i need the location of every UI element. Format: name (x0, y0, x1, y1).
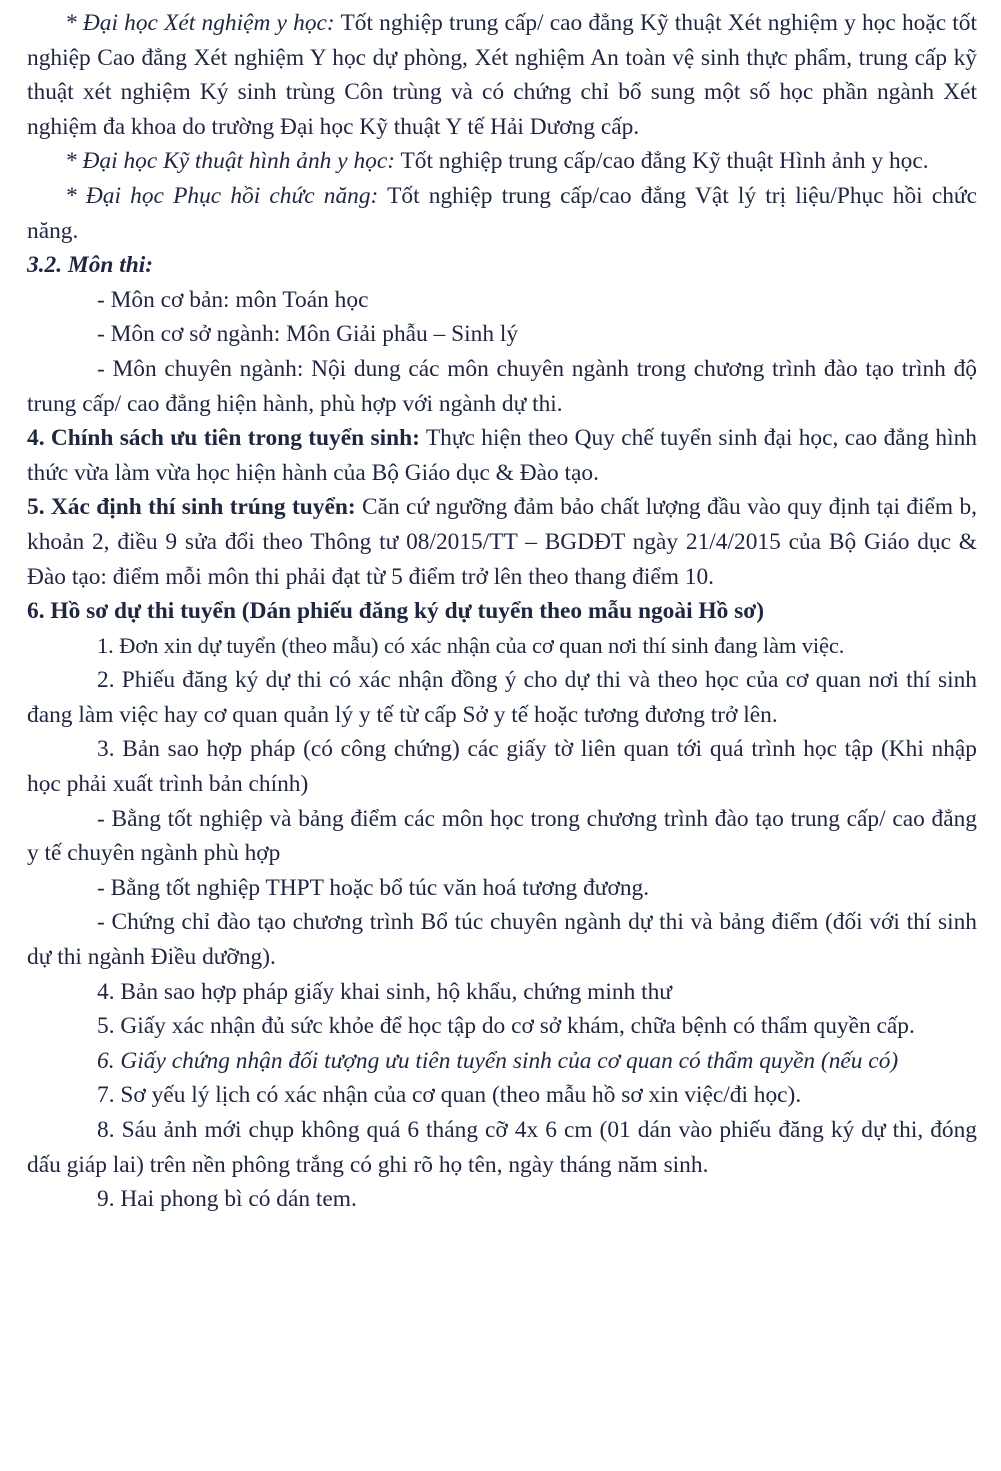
paragraph-hinh-anh (27, 144, 977, 179)
ho-so-item-3c: - Chứng chỉ đào tạo chương trình Bổ túc chuyên ngành dự thi và bảng điểm (đối với thí sinh dự thi ngành Điều dưỡng). (27, 909, 977, 971)
ho-so-item-5: 5. Giấy xác nhận đủ sức khỏe để học tập do cơ sở khám, chữa bệnh có thẩm quyền cấp. (97, 1013, 915, 1040)
ho-so-item-2: 2. Phiếu đăng ký dự thi có xác nhận đồng ý cho dự thi và theo học của cơ quan nơi thí sinh đang làm việc hay cơ quan quản lý y tế từ cấp Sở y tế hoặc tương đương trở lên. (27, 667, 977, 728)
ho-so-item-9: 9. Hai phong bì có dán tem. (97, 1186, 357, 1213)
text-chinh-sach-uu-tien: Thực hiện theo Quy chế tuyển sinh đại học, cao đẳng hình thức vừa làm vừa học hiện hành của Bộ Giáo dục & Đào tạo. (27, 425, 977, 486)
ho-so-item-4: 4. Bản sao hợp pháp giấy khai sinh, hộ khẩu, chứng minh thư (97, 978, 672, 1005)
paragraph-phuc-hoi (27, 179, 977, 248)
mon-co-so-nganh: - Môn cơ sở ngành: Môn Giải phẫu – Sinh lý (97, 321, 519, 348)
text-xet-nghiem: Tốt nghiệp trung cấp/ cao đẳng Kỹ thuật Xét nghiệm y học hoặc tốt nghiệp Cao đẳng Xét nghiệm Y học dự phòng, Xét nghiệm An toàn vệ sinh thực phẩm, trung cấp kỹ thuật xét nghiệm Ký sinh trùng Côn trùng và có chứng chỉ bổ sung một số học phần ngành Xét nghiệm đa khoa do trường Đại học Kỹ thuật Y tế Hải Dương cấp. (27, 10, 977, 140)
heading-xac-dinh-trung-tuyen: 5. Xác định thí sinh trúng tuyển: (27, 494, 356, 521)
ho-so-item-3a: - Bằng tốt nghiệp và bảng điểm các môn học trong chương trình đào tạo trung cấp/ cao đẳng y tế chuyên ngành phù hợp (27, 805, 977, 867)
ho-so-item-6: 6. Giấy chứng nhận đối tượng ưu tiên tuyển sinh của cơ quan có thẩm quyền (nếu có) (97, 1047, 899, 1074)
heading-chinh-sach-uu-tien: 4. Chính sách ưu tiên trong tuyển sinh: (27, 425, 420, 452)
label-hinh-anh: * Đại học Kỹ thuật hình ảnh y học: (65, 148, 396, 175)
ho-so-item-3: 3. Bản sao hợp pháp (có công chứng) các giấy tờ liên quan tới quá trình học tập (Khi nhập học phải xuất trình bản chính) (27, 736, 977, 798)
label-xet-nghiem: * Đại học Xét nghiệm y học: (65, 10, 335, 36)
label-phuc-hoi: * Đại học Phục hồi chức năng: (65, 182, 379, 209)
mon-co-ban: - Môn cơ bản: môn Toán học (97, 286, 369, 313)
paragraph-xet-nghiem (27, 6, 977, 144)
text-hinh-anh: Tốt nghiệp trung cấp/cao đẳng Kỹ thuật Hình ảnh y học. (395, 148, 929, 175)
ho-so-item-3b: - Bằng tốt nghiệp THPT hoặc bổ túc văn hoá tương đương. (97, 874, 650, 901)
heading-ho-so: 6. Hồ sơ dự thi tuyển (Dán phiếu đăng ký dự tuyển theo mẫu ngoài Hồ sơ) (27, 598, 764, 625)
ho-so-item-1: 1. Đơn xin dự tuyển (theo mẫu) có xác nhận của cơ quan nơi thí sinh đang làm việc. (97, 632, 845, 658)
ho-so-item-8: 8. Sáu ảnh mới chụp không quá 6 tháng cỡ 4x 6 cm (01 dán vào phiếu đăng ký dự thi, đóng dấu giáp lai) trên nền phông trắng có ghi rõ họ tên, ngày tháng năm sinh. (27, 1117, 977, 1178)
mon-chuyen-nganh: - Môn chuyên ngành: Nội dung các môn chuyên ngành trong chương trình đào tạo trình độ trung cấp/ cao đẳng hiện hành, phù hợp với ngành dự thi. (27, 355, 977, 417)
text-phuc-hoi: Tốt nghiệp trung cấp/cao đẳng Vật lý trị liệu/Phục hồi chức năng. (27, 182, 977, 244)
section-xac-dinh-trung-tuyen (27, 490, 977, 594)
section-chinh-sach-uu-tien (27, 421, 977, 490)
ho-so-item-7: 7. Sơ yếu lý lịch có xác nhận của cơ quan (theo mẫu hồ sơ xin việc/đi học). (97, 1082, 802, 1109)
text-xac-dinh-trung-tuyen: Căn cứ ngưỡng đảm bảo chất lượng đầu vào quy định tại điểm b, khoản 2, điều 9 sửa đổi theo Thông tư 08/2015/TT – BGDĐT ngày 21/4/2015 của Bộ Giáo dục & Đào tạo: điểm mỗi môn thi phải đạt từ 5 điểm trở lên theo thang điểm 10. (27, 494, 977, 590)
heading-mon-thi: 3.2. Môn thi: (27, 252, 154, 279)
